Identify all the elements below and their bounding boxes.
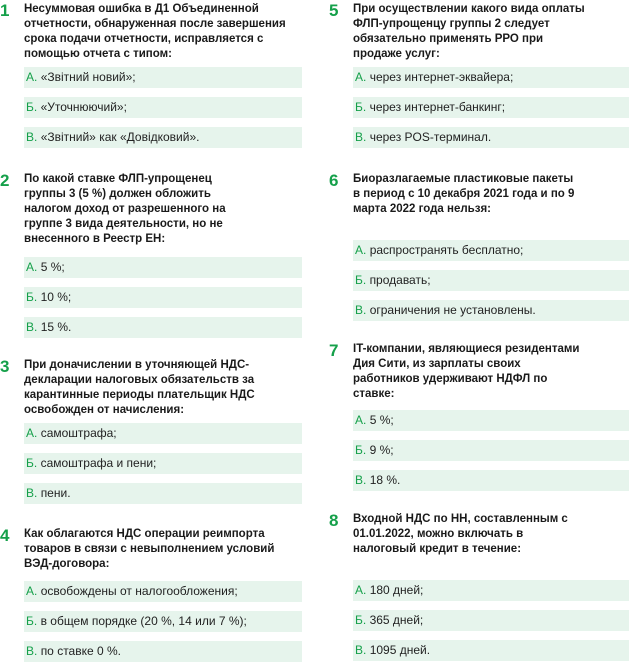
answer-option-b[interactable] — [353, 610, 629, 631]
option-letter: Б. — [26, 456, 38, 470]
answer-options — [353, 580, 629, 670]
option-letter: В. — [355, 643, 367, 657]
option-letter: Б. — [355, 273, 367, 287]
answer-option-c[interactable] — [353, 640, 629, 661]
option-letter: А. — [355, 413, 367, 427]
answer-option-c[interactable] — [24, 317, 302, 338]
answer-option-a[interactable] — [24, 67, 302, 88]
question-number: 5 — [329, 1, 339, 20]
option-text: по ставке 0 %. — [40, 644, 122, 658]
answer-option-b[interactable] — [24, 453, 302, 474]
question-text: Биоразлагаемые пластиковые пакеты в период с 10 декабря 2021 года и по 9 марта 2022 года нельзя: — [353, 173, 575, 215]
question-text: При осуществлении какого вида оплаты ФЛП-упрощенцу группы 2 следует обязательно применять РРО при продаже услуг: — [353, 3, 585, 60]
option-text: 5 %; — [369, 413, 394, 427]
option-letter: А. — [26, 426, 38, 440]
option-text: продавать; — [369, 273, 431, 287]
option-text: через интернет-эквайера; — [369, 70, 514, 84]
question-number: 2 — [0, 171, 10, 190]
answer-option-a[interactable] — [353, 67, 629, 88]
option-letter: А. — [355, 243, 367, 257]
answer-option-a[interactable] — [24, 257, 302, 278]
option-text: 1095 дней. — [369, 643, 431, 657]
option-letter: А. — [26, 70, 38, 84]
answer-option-a[interactable] — [353, 240, 629, 261]
answer-option-c[interactable] — [24, 641, 302, 662]
option-letter: В. — [26, 130, 38, 144]
question-number: 8 — [329, 511, 339, 530]
answer-options — [24, 257, 302, 347]
answer-options — [24, 423, 302, 513]
option-text: «Звітний» как «Довідковий». — [40, 130, 200, 144]
option-text: 9 %; — [369, 443, 394, 457]
answer-options — [353, 410, 629, 500]
answer-option-b[interactable] — [24, 97, 302, 118]
question-text: Как облагаются НДС операции реимпорта товаров в связи с невыполнением условий ВЭД-договора: — [24, 528, 275, 570]
option-text: 365 дней; — [369, 613, 424, 627]
option-letter: В. — [26, 320, 38, 334]
question-number: 4 — [0, 526, 10, 545]
option-letter: А. — [355, 583, 367, 597]
option-letter: В. — [355, 303, 367, 317]
answer-option-a[interactable] — [353, 410, 629, 431]
option-letter: Б. — [26, 614, 38, 628]
answer-option-c[interactable] — [24, 127, 302, 148]
option-letter: А. — [26, 260, 38, 274]
question-text: Входной НДС по НН, составленным с 01.01.2022, можно включать в налоговый кредит в течение: — [353, 513, 568, 555]
answer-option-b[interactable] — [353, 97, 629, 118]
answer-option-c[interactable] — [24, 483, 302, 504]
option-letter: А. — [26, 584, 38, 598]
option-text: 180 дней; — [369, 583, 424, 597]
question-number: 3 — [0, 357, 10, 376]
option-text: освобождены от налогообложения; — [40, 584, 238, 598]
option-text: 5 %; — [40, 260, 65, 274]
option-text: 18 %. — [369, 473, 401, 487]
answer-option-b[interactable] — [353, 440, 629, 461]
option-letter: Б. — [355, 613, 367, 627]
answer-options — [353, 240, 629, 330]
answer-options — [24, 581, 302, 671]
option-letter: В. — [26, 644, 38, 658]
question-text: IT-компании, являющиеся резидентами Дия Сити, из зарплаты своих работников удерживают НДФЛ по ставке: — [353, 343, 580, 400]
answer-option-a[interactable] — [24, 423, 302, 444]
option-text: распространять бесплатно; — [369, 243, 524, 257]
option-text: самоштрафа и пени; — [40, 456, 157, 470]
option-text: «Уточнюючий»; — [40, 100, 127, 114]
option-text: 15 %. — [40, 320, 72, 334]
answer-option-b[interactable] — [24, 611, 302, 632]
answer-options — [24, 67, 302, 157]
option-text: через интернет-банкинг; — [369, 100, 506, 114]
option-letter: В. — [26, 486, 38, 500]
answer-option-a[interactable] — [353, 580, 629, 601]
answer-option-a[interactable] — [24, 581, 302, 602]
option-text: пени. — [40, 486, 71, 500]
question-number: 6 — [329, 171, 339, 190]
option-letter: Б. — [26, 290, 38, 304]
option-text: 10 %; — [40, 290, 72, 304]
answer-option-b[interactable] — [353, 270, 629, 291]
question-text: По какой ставке ФЛП-упрощенец группы 3 (5 %) должен обложить налогом доход от разрешенного на группе 3 вида деятельности, но не внесенного в Реестр ЕН: — [24, 173, 226, 245]
question-number: 7 — [329, 341, 339, 360]
option-letter: В. — [355, 473, 367, 487]
question-text: При доначислении в уточняющей НДС-декларации налоговых обязательств за карантинные периоды плательщик НДС освобожден от начисления: — [24, 359, 255, 416]
option-text: «Звітний новий»; — [40, 70, 136, 84]
answer-option-c[interactable] — [353, 470, 629, 491]
answer-option-b[interactable] — [24, 287, 302, 308]
option-letter: В. — [355, 130, 367, 144]
option-text: через POS-терминал. — [369, 130, 492, 144]
option-letter: Б. — [355, 100, 367, 114]
answer-option-c[interactable] — [353, 127, 629, 148]
option-text: самоштрафа; — [40, 426, 117, 440]
option-letter: Б. — [26, 100, 38, 114]
question-text: Несуммовая ошибка в Д1 Объединенной отчетности, обнаруженная после завершения срока подачи отчетности, исправляется с помощью отчета с типом: — [24, 3, 286, 60]
question-number: 1 — [0, 1, 10, 20]
option-letter: Б. — [355, 443, 367, 457]
option-text: ограничения не установлены. — [369, 303, 536, 317]
option-letter: А. — [355, 70, 367, 84]
answer-options — [353, 67, 629, 157]
option-text: в общем порядке (20 %, 14 или 7 %); — [40, 614, 247, 628]
answer-option-c[interactable] — [353, 300, 629, 321]
